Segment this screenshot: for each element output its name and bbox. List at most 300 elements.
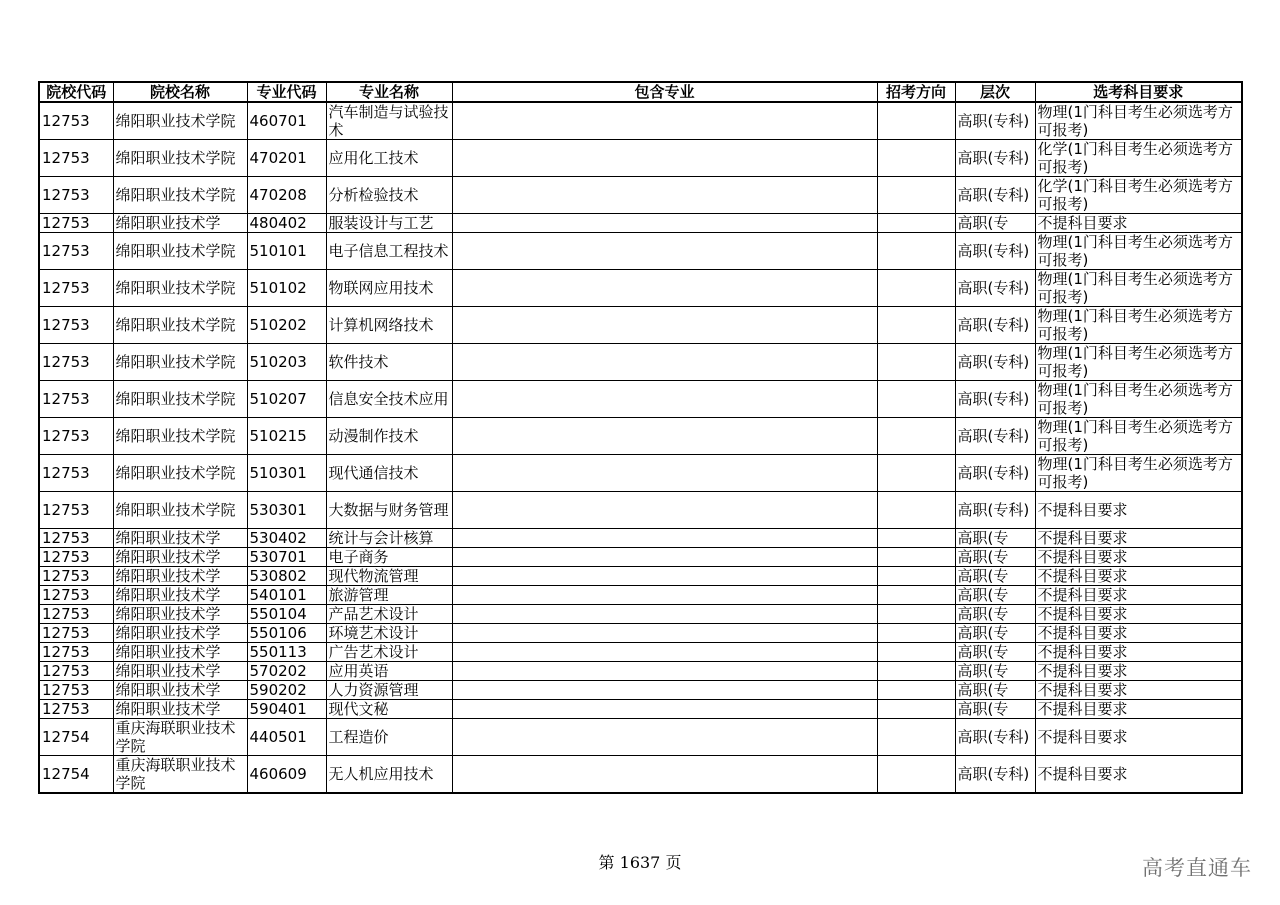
cell-major-code xyxy=(247,177,326,214)
cell-level-text: 高职(专 xyxy=(957,548,1009,566)
cell-included-majors xyxy=(452,548,877,567)
cell-major-code-text: 510203 xyxy=(249,353,307,371)
cell-major-code xyxy=(247,681,326,700)
cell-level-text: 高职(专 xyxy=(957,681,1009,699)
cell-major-name-text: 应用英语 xyxy=(328,662,389,680)
cell-major-code-text: 570202 xyxy=(249,662,307,680)
cell-school-name xyxy=(113,567,247,586)
header-direction: 招考方向 xyxy=(877,82,955,102)
cell-major-name xyxy=(326,381,452,418)
cell-school-code xyxy=(39,455,113,492)
cell-school-name xyxy=(113,381,247,418)
cell-subject-requirements-text: 物理(1门科目考生必须选考方可报考) xyxy=(1037,103,1233,139)
cell-subject-requirements-text: 不提科目要求 xyxy=(1037,586,1128,604)
admissions-table xyxy=(38,81,1243,794)
cell-school-name xyxy=(113,586,247,605)
cell-subject-requirements xyxy=(1035,418,1242,455)
cell-school-name-text: 绵阳职业技术学 xyxy=(115,586,221,604)
cell-school-name xyxy=(113,662,247,681)
cell-school-code-text: 12753 xyxy=(42,214,90,232)
cell-level-text: 高职(专科) xyxy=(957,390,1030,408)
table-header-row xyxy=(39,82,1242,102)
cell-major-name xyxy=(326,567,452,586)
cell-major-name-text: 应用化工技术 xyxy=(328,149,419,167)
cell-included-majors xyxy=(452,492,877,529)
page-number: 第 1637 页 xyxy=(598,853,682,872)
cell-school-code-text: 12753 xyxy=(42,390,90,408)
table-row xyxy=(39,102,1242,140)
cell-subject-requirements-text: 物理(1门科目考生必须选考方可报考) xyxy=(1037,344,1233,380)
cell-major-name xyxy=(326,605,452,624)
cell-subject-requirements-text: 不提科目要求 xyxy=(1037,624,1128,642)
cell-direction xyxy=(877,344,955,381)
cell-direction xyxy=(877,548,955,567)
cell-school-code-text: 12753 xyxy=(42,681,90,699)
cell-level xyxy=(955,455,1035,492)
header-major-code: 专业代码 xyxy=(247,82,326,102)
cell-direction xyxy=(877,681,955,700)
table-row xyxy=(39,455,1242,492)
cell-major-code xyxy=(247,455,326,492)
cell-school-name xyxy=(113,529,247,548)
cell-level-text: 高职(专科) xyxy=(957,112,1030,130)
cell-school-name xyxy=(113,643,247,662)
cell-school-code xyxy=(39,381,113,418)
cell-major-name-text: 动漫制作技术 xyxy=(328,427,419,445)
cell-included-majors xyxy=(452,662,877,681)
cell-school-code-text: 12754 xyxy=(42,728,90,746)
cell-major-name-text: 现代文秘 xyxy=(328,700,389,718)
cell-included-majors xyxy=(452,624,877,643)
cell-major-name xyxy=(326,102,452,140)
cell-major-name xyxy=(326,214,452,233)
table-row xyxy=(39,418,1242,455)
header-school-name: 院校名称 xyxy=(113,82,247,102)
cell-level-text: 高职(专科) xyxy=(957,279,1030,297)
cell-subject-requirements-text: 物理(1门科目考生必须选考方可报考) xyxy=(1037,418,1233,454)
cell-subject-requirements xyxy=(1035,700,1242,719)
cell-school-code xyxy=(39,102,113,140)
cell-level xyxy=(955,662,1035,681)
cell-included-majors xyxy=(452,681,877,700)
cell-major-name xyxy=(326,270,452,307)
cell-subject-requirements-text: 不提科目要求 xyxy=(1037,529,1128,547)
cell-level xyxy=(955,605,1035,624)
cell-major-name xyxy=(326,756,452,794)
cell-subject-requirements-text: 物理(1门科目考生必须选考方可报考) xyxy=(1037,381,1233,417)
cell-major-code xyxy=(247,756,326,794)
cell-subject-requirements-text: 物理(1门科目考生必须选考方可报考) xyxy=(1037,270,1233,306)
cell-level xyxy=(955,643,1035,662)
cell-level xyxy=(955,381,1035,418)
cell-level xyxy=(955,719,1035,756)
cell-school-name-text: 绵阳职业技术学 xyxy=(115,643,221,661)
cell-subject-requirements-text: 物理(1门科目考生必须选考方可报考) xyxy=(1037,307,1233,343)
cell-level xyxy=(955,624,1035,643)
cell-school-code xyxy=(39,418,113,455)
cell-included-majors xyxy=(452,586,877,605)
cell-major-code-text: 590202 xyxy=(249,681,307,699)
cell-major-code-text: 510101 xyxy=(249,242,307,260)
table-row xyxy=(39,233,1242,270)
cell-major-code-text: 550113 xyxy=(249,643,307,661)
cell-level xyxy=(955,270,1035,307)
cell-major-code-text: 550106 xyxy=(249,624,307,642)
cell-level xyxy=(955,681,1035,700)
table-row xyxy=(39,662,1242,681)
cell-subject-requirements xyxy=(1035,233,1242,270)
cell-major-code-text: 480402 xyxy=(249,214,307,232)
cell-major-code xyxy=(247,214,326,233)
cell-school-name-text: 绵阳职业技术学 xyxy=(115,662,221,680)
cell-major-code-text: 460701 xyxy=(249,112,307,130)
cell-major-name-text: 产品艺术设计 xyxy=(328,605,419,623)
cell-subject-requirements-text: 物理(1门科目考生必须选考方可报考) xyxy=(1037,233,1233,269)
cell-major-code xyxy=(247,270,326,307)
cell-school-name xyxy=(113,455,247,492)
table-row xyxy=(39,605,1242,624)
watermark: 高考直通车 xyxy=(1142,856,1252,880)
cell-school-code-text: 12753 xyxy=(42,548,90,566)
cell-school-code xyxy=(39,700,113,719)
cell-school-name xyxy=(113,719,247,756)
cell-subject-requirements xyxy=(1035,643,1242,662)
cell-included-majors xyxy=(452,140,877,177)
cell-school-name xyxy=(113,418,247,455)
cell-major-code-text: 530301 xyxy=(249,501,307,519)
cell-included-majors xyxy=(452,605,877,624)
cell-level-text: 高职(专 xyxy=(957,624,1009,642)
cell-subject-requirements xyxy=(1035,214,1242,233)
cell-school-name-text: 绵阳职业技术学 xyxy=(115,681,221,699)
cell-direction xyxy=(877,567,955,586)
cell-level-text: 高职(专 xyxy=(957,643,1009,661)
cell-subject-requirements-text: 不提科目要求 xyxy=(1037,605,1128,623)
cell-level xyxy=(955,700,1035,719)
cell-included-majors xyxy=(452,455,877,492)
cell-included-majors xyxy=(452,756,877,794)
cell-school-name xyxy=(113,548,247,567)
cell-major-name xyxy=(326,140,452,177)
cell-school-name-text: 绵阳职业技术学 xyxy=(115,214,221,232)
cell-major-name xyxy=(326,586,452,605)
cell-major-code-text: 530402 xyxy=(249,529,307,547)
cell-level-text: 高职(专科) xyxy=(957,353,1030,371)
cell-major-name xyxy=(326,624,452,643)
cell-major-name-text: 信息安全技术应用 xyxy=(328,390,449,408)
cell-included-majors xyxy=(452,567,877,586)
cell-subject-requirements xyxy=(1035,662,1242,681)
cell-subject-requirements xyxy=(1035,624,1242,643)
cell-subject-requirements xyxy=(1035,381,1242,418)
table-row xyxy=(39,681,1242,700)
cell-major-name-text: 物联网应用技术 xyxy=(328,279,434,297)
cell-subject-requirements xyxy=(1035,455,1242,492)
cell-school-name-text: 重庆海联职业技术学院 xyxy=(115,756,236,792)
cell-subject-requirements xyxy=(1035,102,1242,140)
cell-major-name-text: 服装设计与工艺 xyxy=(328,214,434,232)
cell-level xyxy=(955,307,1035,344)
cell-school-code xyxy=(39,529,113,548)
cell-major-code xyxy=(247,307,326,344)
cell-school-name xyxy=(113,681,247,700)
cell-school-code xyxy=(39,567,113,586)
cell-level xyxy=(955,233,1035,270)
cell-major-name-text: 广告艺术设计 xyxy=(328,643,419,661)
cell-direction xyxy=(877,624,955,643)
cell-subject-requirements-text: 不提科目要求 xyxy=(1037,662,1128,680)
cell-subject-requirements xyxy=(1035,140,1242,177)
table-row xyxy=(39,381,1242,418)
cell-included-majors xyxy=(452,344,877,381)
cell-school-name xyxy=(113,177,247,214)
cell-level xyxy=(955,586,1035,605)
cell-school-code xyxy=(39,586,113,605)
cell-school-code-text: 12754 xyxy=(42,765,90,783)
cell-direction xyxy=(877,643,955,662)
cell-subject-requirements xyxy=(1035,529,1242,548)
cell-direction xyxy=(877,662,955,681)
cell-level xyxy=(955,492,1035,529)
cell-major-code xyxy=(247,605,326,624)
cell-major-code xyxy=(247,233,326,270)
cell-school-code xyxy=(39,307,113,344)
cell-school-code xyxy=(39,681,113,700)
cell-subject-requirements-text: 不提科目要求 xyxy=(1037,765,1128,783)
cell-major-code-text: 550104 xyxy=(249,605,307,623)
cell-major-name xyxy=(326,700,452,719)
cell-school-code-text: 12753 xyxy=(42,624,90,642)
cell-school-code xyxy=(39,605,113,624)
table-row xyxy=(39,700,1242,719)
table-row xyxy=(39,307,1242,344)
cell-subject-requirements xyxy=(1035,567,1242,586)
cell-direction xyxy=(877,605,955,624)
cell-level xyxy=(955,548,1035,567)
cell-subject-requirements-text: 物理(1门科目考生必须选考方可报考) xyxy=(1037,455,1233,491)
cell-level-text: 高职(专科) xyxy=(957,427,1030,445)
cell-direction xyxy=(877,177,955,214)
cell-level-text: 高职(专 xyxy=(957,586,1009,604)
cell-level xyxy=(955,102,1035,140)
cell-school-name xyxy=(113,624,247,643)
cell-subject-requirements-text: 不提科目要求 xyxy=(1037,214,1128,232)
cell-level xyxy=(955,567,1035,586)
cell-major-name-text: 软件技术 xyxy=(328,353,389,371)
cell-school-name-text: 绵阳职业技术学院 xyxy=(115,353,236,371)
cell-school-code xyxy=(39,719,113,756)
cell-major-name xyxy=(326,662,452,681)
cell-subject-requirements-text: 不提科目要求 xyxy=(1037,501,1128,519)
cell-subject-requirements xyxy=(1035,307,1242,344)
cell-major-code xyxy=(247,140,326,177)
cell-major-code xyxy=(247,381,326,418)
cell-major-code xyxy=(247,529,326,548)
cell-included-majors xyxy=(452,719,877,756)
cell-direction xyxy=(877,270,955,307)
cell-school-name xyxy=(113,756,247,794)
cell-subject-requirements xyxy=(1035,586,1242,605)
cell-school-code-text: 12753 xyxy=(42,149,90,167)
cell-direction xyxy=(877,214,955,233)
cell-subject-requirements xyxy=(1035,270,1242,307)
cell-school-code-text: 12753 xyxy=(42,316,90,334)
cell-school-code-text: 12753 xyxy=(42,279,90,297)
cell-subject-requirements xyxy=(1035,719,1242,756)
cell-school-name-text: 绵阳职业技术学 xyxy=(115,548,221,566)
cell-school-name-text: 绵阳职业技术学院 xyxy=(115,464,236,482)
cell-major-code xyxy=(247,418,326,455)
table-row xyxy=(39,140,1242,177)
cell-major-code xyxy=(247,643,326,662)
table-row xyxy=(39,529,1242,548)
cell-direction xyxy=(877,307,955,344)
cell-level xyxy=(955,140,1035,177)
cell-subject-requirements-text: 化学(1门科目考生必须选考方可报考) xyxy=(1037,177,1233,213)
cell-included-majors xyxy=(452,381,877,418)
cell-direction xyxy=(877,140,955,177)
cell-major-name-text: 环境艺术设计 xyxy=(328,624,419,642)
cell-included-majors xyxy=(452,270,877,307)
header-level: 层次 xyxy=(955,82,1035,102)
cell-school-name xyxy=(113,605,247,624)
cell-school-code-text: 12753 xyxy=(42,662,90,680)
table-row xyxy=(39,624,1242,643)
cell-major-name xyxy=(326,177,452,214)
cell-direction xyxy=(877,756,955,794)
cell-direction xyxy=(877,586,955,605)
cell-school-code xyxy=(39,344,113,381)
cell-major-name-text: 计算机网络技术 xyxy=(328,316,434,334)
cell-school-name-text: 绵阳职业技术学院 xyxy=(115,279,236,297)
cell-direction xyxy=(877,233,955,270)
cell-major-code-text: 470208 xyxy=(249,186,307,204)
cell-school-code-text: 12753 xyxy=(42,643,90,661)
table-row xyxy=(39,567,1242,586)
cell-level-text: 高职(专科) xyxy=(957,464,1030,482)
cell-level-text: 高职(专 xyxy=(957,214,1009,232)
cell-school-name xyxy=(113,214,247,233)
table-row xyxy=(39,270,1242,307)
cell-included-majors xyxy=(452,529,877,548)
cell-school-code-text: 12753 xyxy=(42,353,90,371)
cell-major-name xyxy=(326,455,452,492)
cell-major-name-text: 人力资源管理 xyxy=(328,681,419,699)
cell-major-name-text: 汽车制造与试验技术 xyxy=(328,103,449,139)
cell-direction xyxy=(877,529,955,548)
cell-major-code-text: 510202 xyxy=(249,316,307,334)
cell-school-name-text: 绵阳职业技术学院 xyxy=(115,316,236,334)
cell-subject-requirements-text: 不提科目要求 xyxy=(1037,681,1128,699)
cell-major-name-text: 现代通信技术 xyxy=(328,464,419,482)
cell-major-name-text: 现代物流管理 xyxy=(328,567,419,585)
cell-level xyxy=(955,214,1035,233)
cell-level-text: 高职(专科) xyxy=(957,149,1030,167)
cell-subject-requirements-text: 不提科目要求 xyxy=(1037,548,1128,566)
cell-included-majors xyxy=(452,214,877,233)
cell-major-name-text: 电子商务 xyxy=(328,548,389,566)
cell-level-text: 高职(专 xyxy=(957,605,1009,623)
cell-major-name xyxy=(326,529,452,548)
cell-level xyxy=(955,418,1035,455)
cell-direction xyxy=(877,381,955,418)
table-row xyxy=(39,177,1242,214)
cell-major-code xyxy=(247,624,326,643)
table-body xyxy=(39,102,1242,793)
cell-major-name-text: 工程造价 xyxy=(328,728,389,746)
cell-level xyxy=(955,177,1035,214)
cell-major-name-text: 大数据与财务管理 xyxy=(328,501,449,519)
cell-major-name-text: 电子信息工程技术 xyxy=(328,242,449,260)
table-row xyxy=(39,586,1242,605)
cell-direction xyxy=(877,102,955,140)
cell-school-name xyxy=(113,344,247,381)
table-row xyxy=(39,214,1242,233)
cell-school-name-text: 绵阳职业技术学院 xyxy=(115,112,236,130)
header-included-majors: 包含专业 xyxy=(452,82,877,102)
cell-school-name-text: 绵阳职业技术学院 xyxy=(115,427,236,445)
cell-school-code-text: 12753 xyxy=(42,567,90,585)
cell-school-code xyxy=(39,140,113,177)
header-subject-requirements: 选考科目要求 xyxy=(1035,82,1242,102)
cell-major-name-text: 无人机应用技术 xyxy=(328,765,434,783)
cell-subject-requirements-text: 不提科目要求 xyxy=(1037,643,1128,661)
cell-school-name xyxy=(113,102,247,140)
cell-school-name-text: 绵阳职业技术学 xyxy=(115,605,221,623)
cell-school-name xyxy=(113,140,247,177)
table-row xyxy=(39,492,1242,529)
cell-school-name xyxy=(113,700,247,719)
cell-major-name xyxy=(326,719,452,756)
cell-subject-requirements xyxy=(1035,756,1242,794)
cell-included-majors xyxy=(452,700,877,719)
cell-subject-requirements xyxy=(1035,605,1242,624)
header-major-name: 专业名称 xyxy=(326,82,452,102)
cell-direction xyxy=(877,455,955,492)
cell-school-code xyxy=(39,270,113,307)
cell-major-name-text: 统计与会计核算 xyxy=(328,529,434,547)
cell-direction xyxy=(877,418,955,455)
cell-school-name-text: 绵阳职业技术学 xyxy=(115,529,221,547)
cell-direction xyxy=(877,700,955,719)
cell-direction xyxy=(877,492,955,529)
cell-major-code-text: 470201 xyxy=(249,149,307,167)
table-row xyxy=(39,643,1242,662)
cell-school-code-text: 12753 xyxy=(42,529,90,547)
cell-school-name xyxy=(113,492,247,529)
cell-direction xyxy=(877,719,955,756)
cell-major-code xyxy=(247,548,326,567)
cell-major-code xyxy=(247,719,326,756)
table-row xyxy=(39,548,1242,567)
cell-major-code xyxy=(247,344,326,381)
cell-school-name-text: 绵阳职业技术学院 xyxy=(115,390,236,408)
cell-school-code-text: 12753 xyxy=(42,186,90,204)
cell-level-text: 高职(专 xyxy=(957,567,1009,585)
cell-school-name xyxy=(113,233,247,270)
cell-major-name-text: 旅游管理 xyxy=(328,586,389,604)
cell-level-text: 高职(专科) xyxy=(957,501,1030,519)
cell-major-code-text: 510207 xyxy=(249,390,307,408)
cell-subject-requirements xyxy=(1035,548,1242,567)
cell-school-code-text: 12753 xyxy=(42,427,90,445)
cell-subject-requirements xyxy=(1035,344,1242,381)
cell-level xyxy=(955,529,1035,548)
cell-major-name xyxy=(326,681,452,700)
cell-major-code xyxy=(247,492,326,529)
cell-level-text: 高职(专科) xyxy=(957,242,1030,260)
cell-school-code xyxy=(39,643,113,662)
